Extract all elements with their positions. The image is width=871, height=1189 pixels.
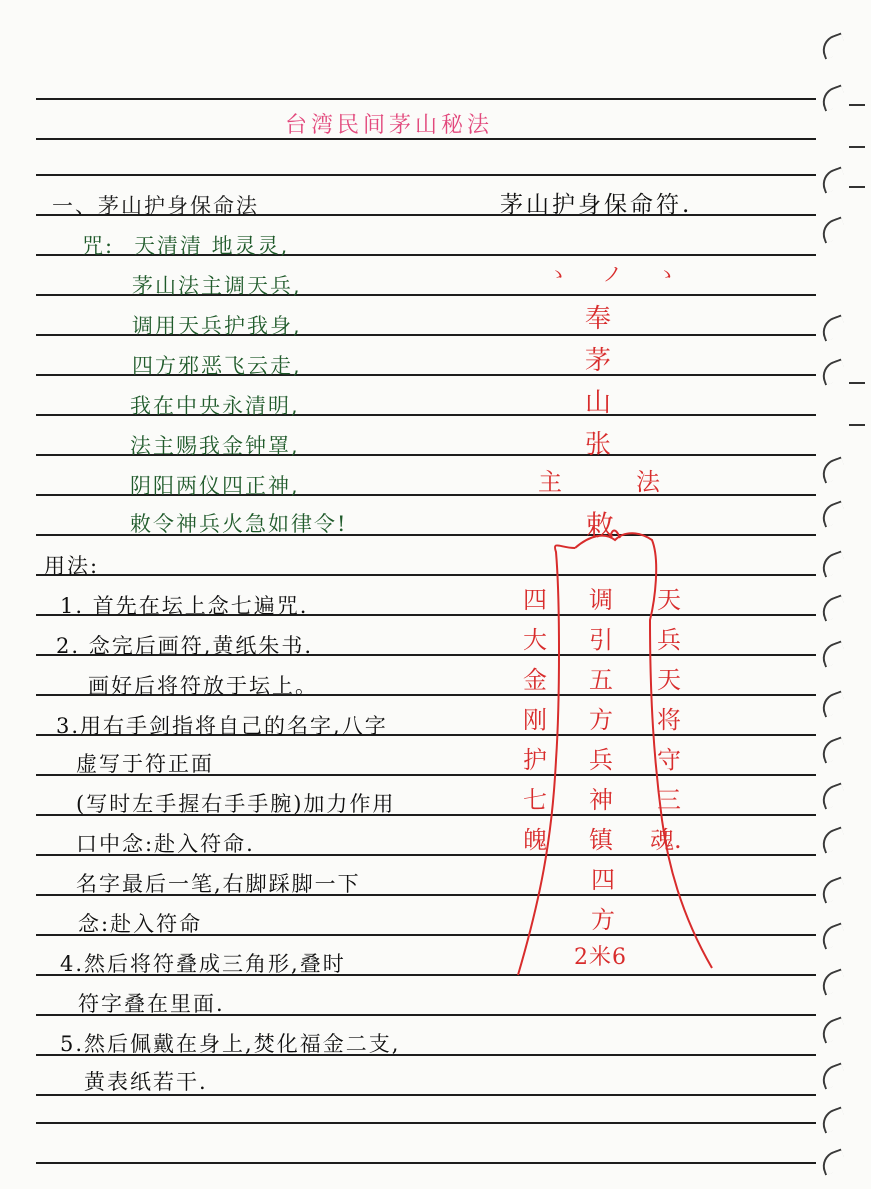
chant-line: 我在中央永清明, [130,394,300,418]
talisman-title: 茅山护身保命符. [500,192,693,218]
usage-line: (写时左手握右手手腕)加力作用 [76,792,396,816]
chant-line: 调用天兵护我身, [132,314,302,338]
talisman-char: 天 [657,666,681,694]
talisman-char: 引 [589,626,613,654]
talisman-char: 方 [591,906,615,934]
usage-line: 虚写于符正面 [76,752,214,776]
talisman-char: 护 [523,746,547,774]
talisman-char: 兵 [589,746,613,774]
talisman-head-marks: ゝ ノ ゝ [548,262,691,286]
usage-line: 2. 念完后画符,黄纸朱书. [56,634,314,658]
usage-line: 口中念:赴入符命. [76,832,255,856]
talisman-char: 守 [657,746,681,774]
usage-line: 3.用右手剑指将自己的名字,八字 [56,714,388,738]
talisman-char: 四 [523,586,547,614]
talisman-char: 镇 [589,826,613,854]
chant-line: 阴阳两仪四正神, [130,474,300,498]
chant-line: 天清清 地灵灵, [134,234,290,258]
chant-line: 敕令神兵火急如律令! [130,512,348,536]
chant-line: 四方邪恶飞云走, [132,354,302,378]
talisman-char: 茅 [584,346,611,376]
talisman-char: 兵 [657,626,681,654]
talisman-char: 三 [657,786,681,814]
talisman-char: 四 [591,866,615,894]
talisman-char: 神 [589,786,613,814]
talisman-char: 魂. [650,826,682,854]
chant-line: 茅山法主调天兵, [132,274,302,298]
usage-heading: 用法: [44,554,100,578]
usage-line: 4.然后将符叠成三角形,叠时 [60,952,346,976]
talisman-right-word: 法 [636,468,660,496]
talisman-char: 刚 [523,706,547,734]
talisman-char: 大 [523,626,547,654]
talisman-char: 金 [523,666,547,694]
talisman-char: 奉 [584,304,611,334]
talisman-char: 天 [657,586,681,614]
usage-line: 名字最后一笔,右脚踩脚一下 [76,872,361,896]
usage-line: 符字叠在里面. [78,992,225,1016]
chant-line: 法主赐我金钟罩, [130,434,300,458]
usage-line: 念:赴入符命 [78,912,203,936]
talisman-bottom-mark: 2米6 [574,945,627,970]
talisman-char: 调 [589,586,613,614]
usage-line: 画好后将符放于坛上。 [88,674,318,698]
talisman-left-word: 主 [538,468,562,496]
usage-line: 黄表纸若干. [84,1070,208,1094]
talisman-char: 将 [657,706,681,734]
section-heading: 一、茅山护身保命法 [52,194,259,218]
page-title: 台湾民间茅山秘法 [285,113,494,138]
talisman-seal-char: 敕 [585,509,614,542]
talisman-char: 张 [584,430,611,460]
chant-label: 咒: [82,234,115,258]
talisman-char: 方 [589,706,613,734]
talisman-char: 山 [584,388,611,418]
talisman-char: 魄 [523,826,547,854]
talisman-char: 七 [523,786,547,814]
talisman-char: 五 [589,666,613,694]
usage-line: 5.然后佩戴在身上,焚化福金二支, [60,1032,401,1056]
usage-line: 1. 首先在坛上念七遍咒. [60,594,309,618]
